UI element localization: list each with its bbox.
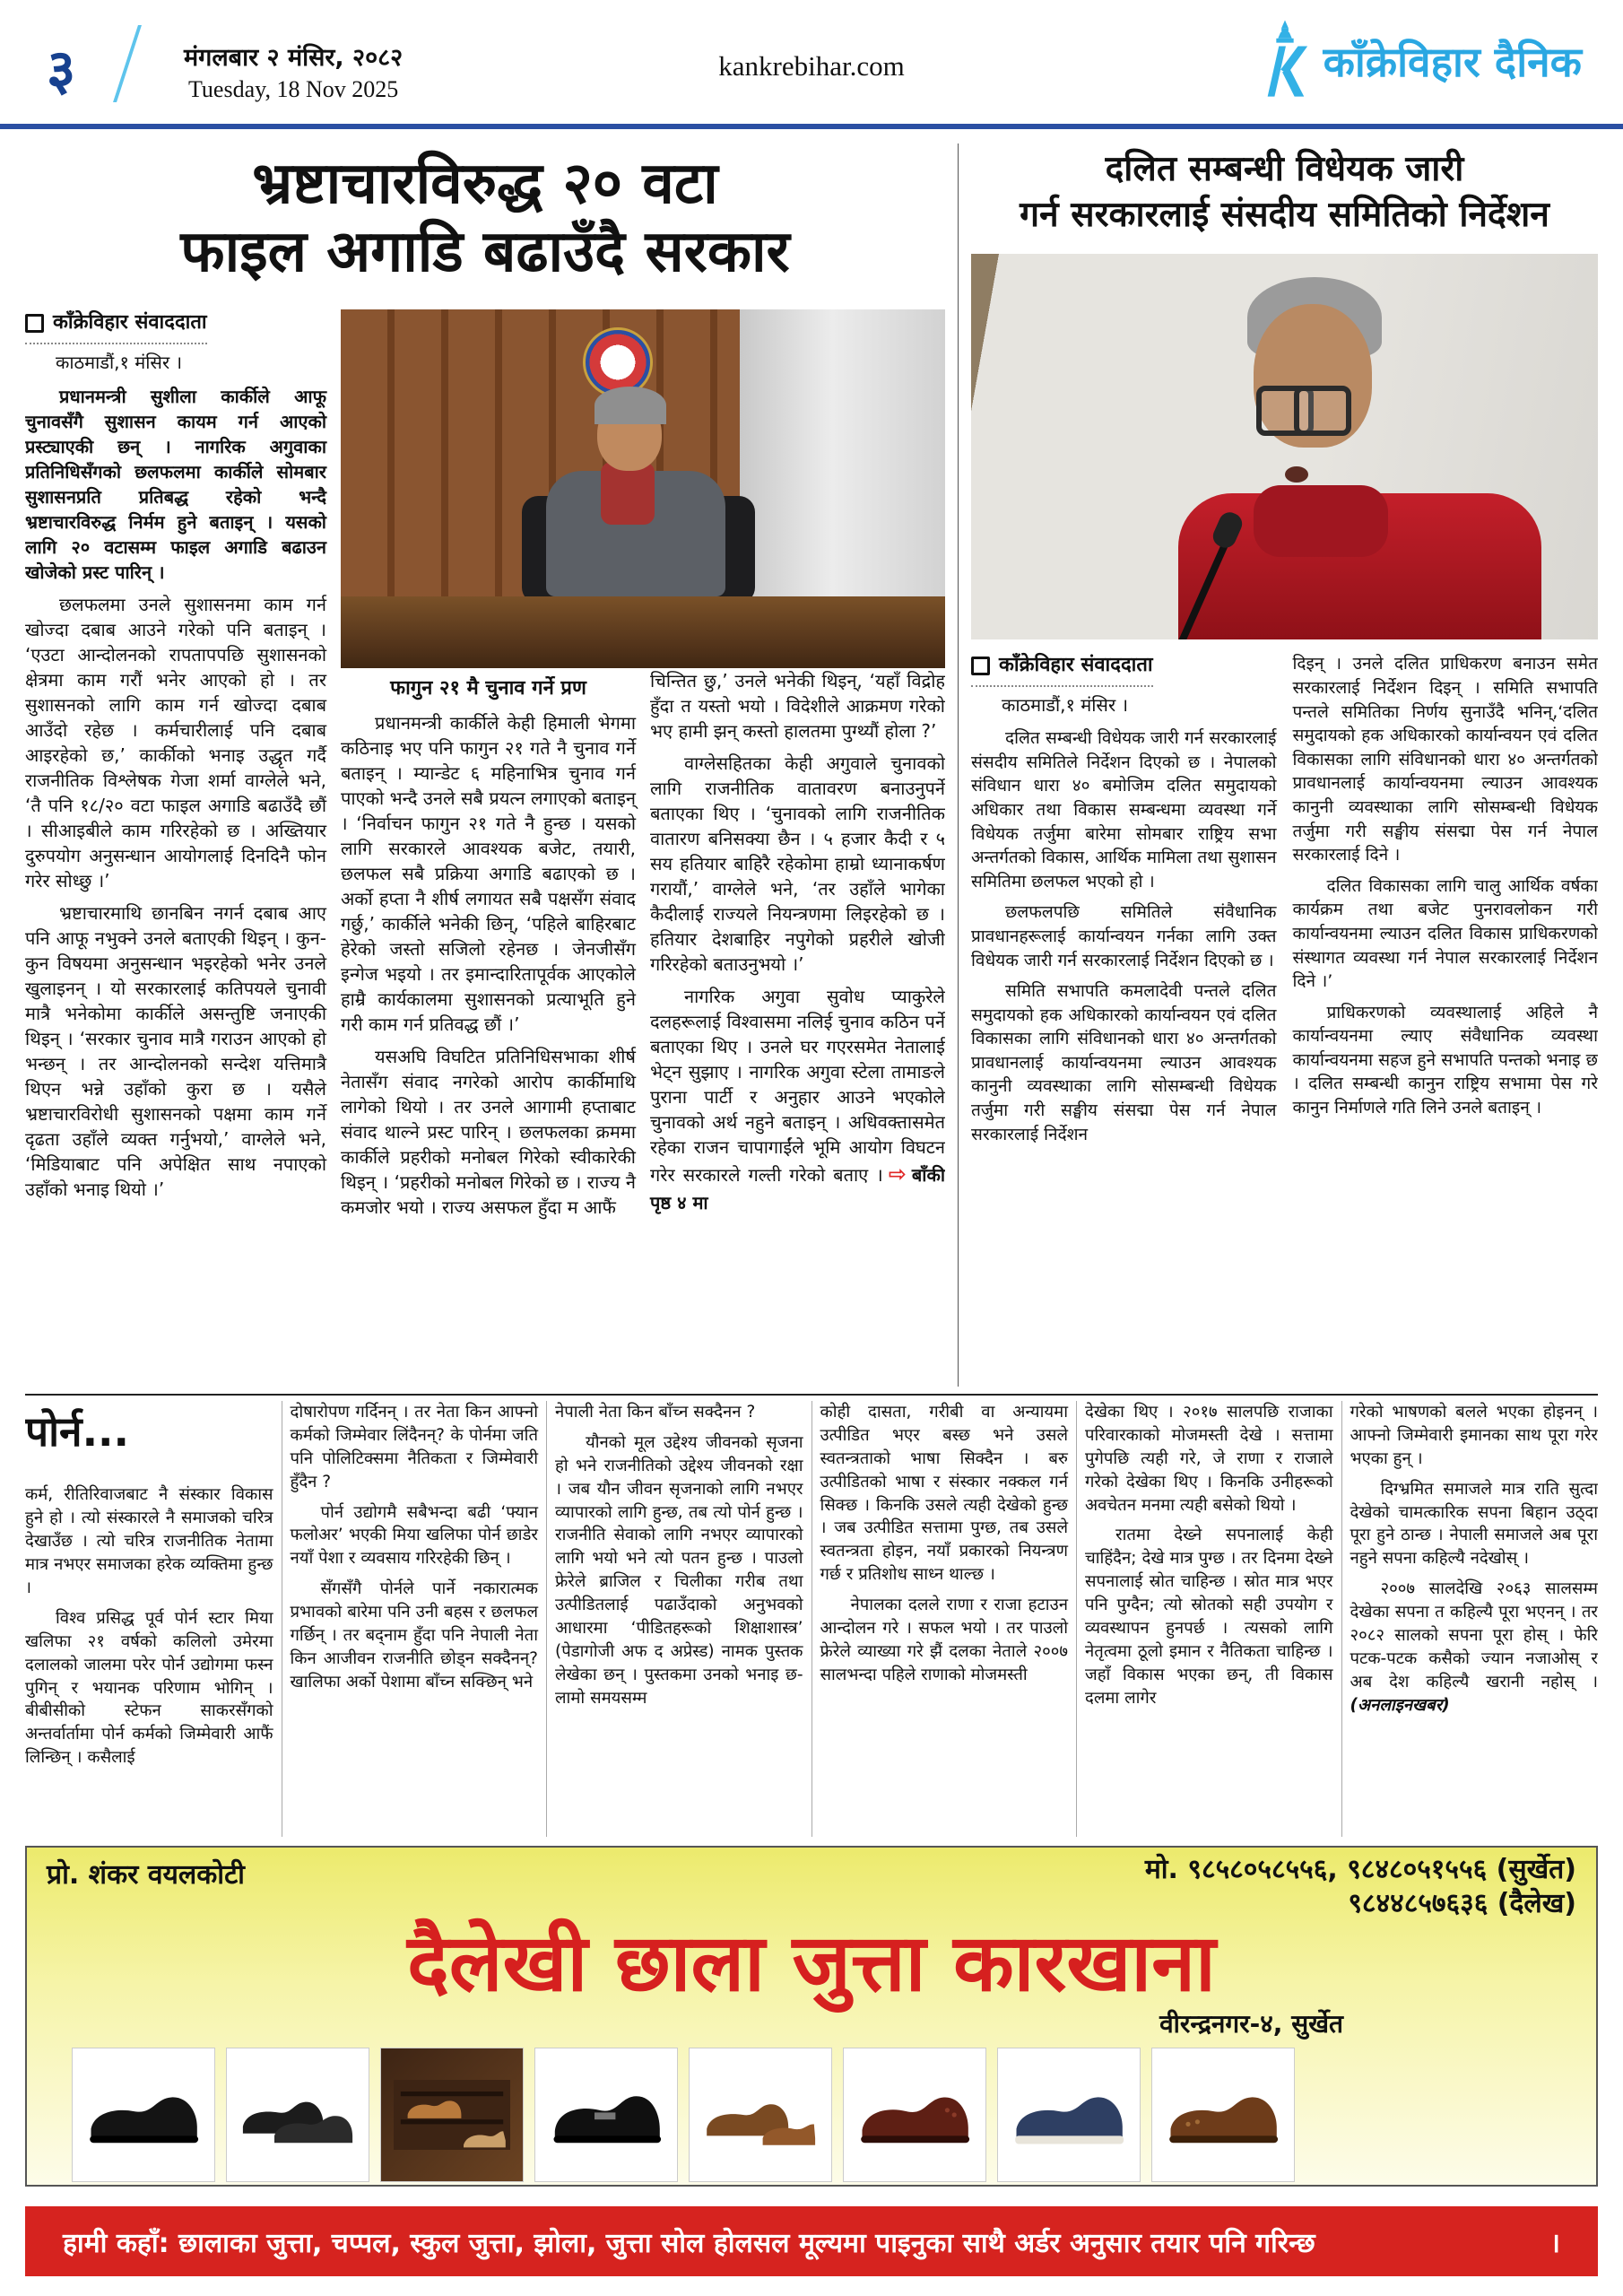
brand-logo — [1259, 20, 1582, 102]
paragraph: कोही दासता, गरीबी वा अन्यायमा उत्पीडित भएर बस्छ भने उसले स्वतन्त्रताको भाषा सिक्दैन । बरु उत्पीडितको भाषा र संस्कार नक्कल गर्न सिक्छ । किनकि उसले त्यही देखेको हुन्छ । जब उत्पीडित सत्तामा पुग्छ, तब उसले स्वतन्त्रता होइन, नयाँ प्रकारको नियन्त्रण गर्छ र प्रतिशोध साध्न थाल्छ । — [820, 1403, 1068, 1585]
paragraph: नेपाली नेता किन बाँच्न सक्दैनन ? — [555, 1403, 756, 1422]
dalit-headline-line1: दलित सम्बन्धी विधेयक जारी — [1105, 149, 1464, 189]
date-english: Tuesday, 18 Nov 2025 — [187, 76, 399, 102]
byline-name: काँक्रेविहार संवाददाता — [53, 311, 207, 335]
opinion-column-6 — [1341, 1401, 1599, 1837]
paragraph: रातमा देख्ने सपनालाई केही चाहिंदैन; देखे मात्र पुग्छ । तर दिनमा देख्ने सपनालाई स्रोत चाहिन्छ । स्रोत मात्र भएर पनि पुग्दैन; त्यो स्रोतको सही उपयोग र व्यवस्थापन हुनपर्छ । त्यसको लागि नेतृत्वमा ठूलो इमान र नैतिकता चाहिन्छ । जहाँ विकास भएका छन्, ती विकास दलमा लागेर — [1085, 1526, 1333, 1708]
opinion-column-5 — [1076, 1401, 1341, 1837]
paragraph: छलफलपछि समितिले संवैधानिक प्रावधानहरूलाई कार्यान्वयन गर्नका लागि उक्त विधेयक जारी गर्न सरकारलाई निर्देशन दिएको छ । — [971, 902, 1277, 970]
ad-title: दैलेखी छाला जुत्ता कारखाना — [407, 1917, 1216, 2009]
pm-scarf — [601, 462, 655, 525]
paragraph: यसअघि विघटित प्रतिनिधिसभाका शीर्ष नेतासँग संवाद नगरेको आरोप कार्कीमाथि लागेको थियो । तर उनले आगामी हप्ताबाट संवाद थाल्ने प्रस्ट पारिन् । छलफलका क्रममा कार्कीले प्रहरीको मनोबल गिरेको स्वीकारेकी थिइन् । ‘प्रहरीको मनोबल गिरेको छ । राज्य नै कमजोर भयो । राज्य असफल हुँदा म आफैं — [341, 1045, 636, 1218]
paragraph: यौनको मूल उद्देश्य जीवनको सृजना हो भने राजनीतिको उद्देश्य जीवनको रक्षा । जब यौन जीवन सृजनाको लागि नभएर व्यापारको लागि हुन्छ, तब त्यो पोर्न हुन्छ । राजनीति सेवाको लागि नभएर व्यापारको लागि भयो भने त्यो पतन हुन्छ । पाउलो फ्रेरेले ब्राजिल र चिलीका गरीब तथा उत्पीडितलाई पढाउँदाको अनुभवको आधारमा ‘पीडितहरूको शिक्षाशास्त्र’ (पेडागोजी अफ द अप्रेस्ड) नामक पुस्तक लेखेका छन् । पुस्तकमा उनको भनाइ छ- लामो समयसम्म — [555, 1432, 803, 1708]
lead-column-1 — [25, 309, 326, 1323]
opinion-column-4 — [812, 1401, 1077, 1837]
dalit-column-1 — [971, 652, 1277, 1318]
paragraph: दोषारोपण गर्दिनन् । तर नेता किन आफ्नो कर्मको जिम्मेवार लिंदैनन्? के पोर्नमा जति पनि पोलिटिक्समा नैतिकता र जिम्मेवारी हुँदैन ? — [290, 1403, 538, 1492]
paragraph: देखेका थिए । २०१७ सालपछि राजाका परिवारकाको मोजमस्ती देखे । सत्तामा पुगेपछि त्यही गरे, जे राणा र राजाले गरेको देखेका थिए । किनकि उनीहरूको अवचेतन मनमा त्यही बसेको थियो । — [1085, 1403, 1333, 1515]
date-nepali: मंगलबार २ मंसिर, २०८२ — [184, 44, 404, 72]
opinion-column-3 — [546, 1401, 812, 1837]
lead-article — [25, 138, 945, 1387]
lead-lower-columns — [341, 668, 945, 1323]
lead-headline-line2: फाइल अगाडि बढाउँदै सरकार — [180, 218, 790, 285]
lead-column-3 — [650, 668, 945, 1323]
ad-proprietor: प्रो. शंकर वयलकोटी — [47, 1859, 245, 1891]
continuation-arrow-icon: ⇨ — [888, 1161, 907, 1187]
pm-office-photo — [341, 309, 945, 668]
opinion-column-2 — [282, 1401, 547, 1837]
ad-phone-line-1: मो. ९८५८०५८५५६, ९८४८०५१५५६ (सुर्खेत) — [1144, 1854, 1576, 1885]
section-divider — [25, 1394, 1598, 1396]
shoe-factory-ad — [25, 1846, 1598, 2187]
sub-headline: फागुन २१ मै चुनाव गर्ने प्रण — [390, 677, 586, 700]
paragraph: पोर्न उद्योगमै सबैभन्दा बढी ‘फ्यान फलोअर’ भएकी मिया खलिफा पोर्न छाडेर नयाँ पेशा र व्यवसाय गरिरहेकी छिन् । — [290, 1502, 538, 1569]
lead-headline — [25, 151, 945, 286]
byline-name: काँक्रेविहार संवाददाता — [999, 654, 1153, 677]
speaker-scarf — [1254, 485, 1388, 557]
source-credit: (अनलाइनखबर) — [1350, 1695, 1450, 1715]
ad-phone-line-2: ९८४४८५७६३६ (दैलेख) — [1348, 1887, 1576, 1919]
maroon-brogue-photo — [843, 2048, 986, 2182]
byline-square-icon — [971, 657, 990, 675]
dateline: काठमाडौं,१ मंसिर । — [56, 351, 183, 373]
paragraph: समिति सभापति कमलादेवी पन्तले दलित समुदायको हक अधिकारको कार्यान्वयन एवं दलित विकासका लागि संविधानको धारा ४० अन्तर्गतको प्रावधानलाई कार्यान्वयनमा ल्याउन आवश्यक कानुनी व्यवस्थाका लागि सोसम्बन्धी विधेयक तर्जुमा गरी सङ्घीय संसद्मा पेस गर्न नेपाल सरकारलाई निर्देशन — [971, 981, 1277, 1144]
paragraph: दिइन् । उनले दलित प्राधिकरण बनाउन समेत सरकारलाई निर्देशन दिइन् । समिति सभापति पन्तले समितिका निर्णय सुनाउँदै भनिन्,‘दलित समुदायको हक अधिकारको कार्यान्वयन एवं दलित विकासका लागि संविधानको धारा ४० अन्तर्गतको प्रावधानलाई कार्यान्वयनमा ल्याउन आवश्यक कानुनी व्यवस्थाका लागि सोसम्बन्धी विधेयक तर्जुमा गरी सङ्घीय संसद्मा पेस गर्न नेपाल सरकारलाई दिने । — [1292, 654, 1598, 865]
opinion-column-1 — [25, 1401, 282, 1837]
paragraph: नेपालका दलले राणा र राजा हटाउन आन्दोलन गरे । सफल भयो । तर पाउलो फ्रेरेले व्याख्या गरे झैं दलका नेताले २००७ सालभन्दा पहिले राणाको मोजमस्ती — [820, 1596, 1068, 1684]
pm-hair — [595, 387, 666, 424]
paragraph: वाग्लेसहितका केही अगुवाले चुनावको लागि राजनीतिक वातावरण बनाउनुपर्ने बताएका थिए । ‘चुनावको लागि राजनीतिक वातारण बनिसक्या छैन । ५ हजार कैदी र ५ सय हतियार बाहिरै रहेकोमा हाम्रो ध्यानाकर्षण गरायौं,’ वाग्लेले भने, ‘तर उहाँले भागेका कैदीलाई राज्यले नियन्त्रणमा लिइरहेको छ । हतियार देशबाहिर नपुगेको प्रहरीले खोजी गरिरहेको बताउनुभयो ।’ — [650, 752, 945, 976]
paragraph: चिन्तित छु,’ उनले भनेकी थिइन्, ‘यहाँ विद्रोह हुँदा त यस्तो भयो । विदेशीले आक्रमण गरेको भए हामी झन् कस्तो हालतमा पुग्थ्यौं होला ?’ — [650, 670, 945, 743]
byline-square-icon — [25, 314, 44, 333]
ad-phone-numbers — [1145, 1853, 1576, 1920]
masthead — [0, 0, 1623, 124]
paragraph: सँगसँगै पोर्नले पार्ने नकारात्मक प्रभावको बारेमा पनि उनी बहस र छलफल गर्छिन् । तर बद्नाम हुँदा पनि नेपाली नेता किन आजीवन राजनीति छोड्न सक्दैनन्? खालिफा अर्को पेशामा बाँच्न सक्छिन् भने — [290, 1579, 538, 1692]
page-number: ३ — [47, 37, 76, 102]
paragraph-text: नागरिक अगुवा सुवोध प्याकुरेले दलहरूलाई विश्वासमा नलिई चुनाव कठिन पर्ने बताएका थिए । उनले घर गएरसमेत नेतालाई भेट्न सुझाए । नागरिक अगुवा स्टेला तामाङले पुराना पार्टी र अनुहार आउने भएकोले चुनावको अर्थ नहुने बताइन् । अधिवक्तासमेत रहेका राजन चापागाईंले भूमि आयोग विघटन गरेर सरकारले गल्ती गरेको बताए । — [650, 986, 945, 1187]
black-oxford-pair-photo — [226, 2048, 369, 2182]
masthead-date — [184, 39, 403, 103]
office-desk — [341, 596, 945, 668]
paragraph: गरेको भाषणको बलले भएका होइनन् । आफ्नो जिम्मेवारी इमानका साथ पूरा गरेर भएका हुन् । — [1350, 1403, 1598, 1468]
lead-column-2 — [341, 668, 636, 1323]
paragraph: प्रधानमन्त्री कार्कीले केही हिमाली भेगमा कठिनाइ भए पनि फागुन २१ गते नै चुनाव गर्ने बताइन् । म्यान्डेट ६ महिनाभित्र चुनाव गर्न पाएको भन्दै उनले सबै प्रयत्न लगाएको बताइन् । ‘निर्वाचन फागुन २१ गते नै हुन्छ । यसको लागि सरकारले आवश्यक बजेट, तयारी, छलफल सबै प्रक्रिया अगाडि बढाएको छ । अर्को हप्ता नै शीर्ष लगायत सबै पक्षसँग संवाद गर्छु,’ कार्कीले भनेकी छिन्, ‘पहिले बाहिरबाट हेरेको जस्तो सजिलो रहेनछ । जेनजीसँग इन्गेज भइयो । तर इमान्दारितापूर्वक आएकोले हाम्रै कार्यकालमा सुशासनको प्रत्याभूति हुने गरी काम गर्न प्रतिवद्ध छौं ।’ — [341, 711, 636, 1035]
paragraph — [650, 984, 945, 1215]
dalit-bill-article — [971, 138, 1598, 1387]
opinion-jump-article — [25, 1401, 1598, 1837]
curtain — [740, 309, 945, 596]
shoe-shop-shelf-photo — [380, 2048, 524, 2182]
opinion-jump-title: पोर्न... — [25, 1407, 129, 1456]
dalit-headline — [971, 147, 1598, 238]
lead-right-block — [341, 309, 945, 1323]
lead-headline-line1: भ्रष्टाचारविरुद्ध २० वटा — [252, 151, 718, 217]
dalit-column-2 — [1293, 652, 1599, 1318]
danda-mark: । — [1549, 2227, 1560, 2259]
black-derby-shoe-photo — [72, 2048, 215, 2182]
ad-footer-text: हामी कहाँ: छालाका जुत्ता, चप्पल, स्कुल जुत्ता, झोला, जुत्ता सोल होलसल मूल्यमा पाइनुका साथै अर्डर अनुसार तयार पनि गरिन्छ — [63, 2227, 1315, 2259]
continuation-note: बाँकी पृष्ठ ४ मा — [650, 1164, 945, 1213]
brown-loafers-photo — [689, 2048, 832, 2182]
ad-header — [47, 1853, 1576, 1920]
paragraph: भ्रष्टाचारमाथि छानबिन नगर्न दबाब आए पनि आफू नभुक्ने उनले बताएकी थिइन् । कुन-कुन विषयमा अनुसन्धान भइरहेको भनेर उनले खुलाइनन् । यो सरकारलाई कतिपयले चुनावी मात्रै भनेकोमा कार्कीले असन्तुष्टि जनाएकी थिइन् । ‘सरकार चुनाव मात्रै गराउन आएको हो भन्छन् । तर आन्दोलनको सन्देश यत्तिमात्रै थिएन भन्ने उहाँको कुरा छ । यसैले भ्रष्टाचारविरोधी सुशासनको पक्षमा काम गर्ने दृढता उहाँले व्यक्त गर्नुभयो,’ वाग्लेले भने, ‘मिडियाबाट पनि अपेक्षित साथ नपाएको उहाँको भनाइ थियो ।’ — [25, 901, 326, 1200]
ad-address: वीरन्द्रनगर-४, सुर्खेत — [1159, 2009, 1343, 2039]
lead-body — [25, 309, 945, 1323]
paragraph-text: २००७ सालदेखि २०६३ सालसम्म देखेका सपना त कहिल्यै पूरा भएनन् । तर २०८२ सालको सपना पूरा होस् । फेरि पटक-पटक कसैको ज्यान नजाओस् र अब देश कहिल्यै खरानी नहोस् । — [1350, 1579, 1598, 1692]
paragraph: प्राधिकरणको व्यवस्थालाई अहिले नै कार्यान्वयनमा ल्याए संवैधानिक व्यवस्था कार्यान्वयनमा सहज हुने सभापति पन्तको भनाइ छ । दलित सम्बन्धी कानुन राष्ट्रिय सभामा पेस गरे कानुन निर्माणले गति लिने उनले बताइन् । — [1292, 1002, 1598, 1118]
website-url: kankrebihar.com — [718, 50, 905, 82]
dalit-headline-line2: गर्न सरकारलाई संसदीय समितिको निर्देशन — [1020, 194, 1549, 235]
paragraph: छलफलमा उनले सुशासनमा काम गर्न खोज्दा दबाब आउने गरेको पनि बताइन् । ‘एउटा आन्दोलनको रापतापपछि सुशासनको क्षेत्रमा काम गरौं भनेर आएको हो । तर सुशासनको लागि काम गर्न खोज्दा दबाब आउँदो रहेछ । कर्मचारीलाई पनि दबाब आइरहेको छ,’ कार्कीको भनाइ उद्धृत गर्दै राजनीतिक विश्लेषक गेजा शर्मा वाग्लेले भने, ‘तै पनि १८/२० वटा फाइल अगाडि बढाउँदै छौं । सीआइबीले काम गरिरहेको छ । अख्तियार दुरुपयोग अनुसन्धान आयोगलाई दिनदिनै फोन गरेर सोध्छु ।’ — [25, 593, 326, 891]
paragraph: कर्म, रीतिरिवाजबाट नै संस्कार विकास हुने हो । त्यो संस्कारले नै समाजको चरित्र देखाउँछ । त्यो चरित्र राजनीतिक नेतामा मात्र नभएर समाजका हरेक व्यक्तिमा हुन्छ । — [25, 1485, 273, 1597]
brand-icon — [1259, 20, 1311, 102]
byline — [25, 309, 207, 344]
ad-footer-strip — [25, 2206, 1598, 2276]
paragraph: दलित विकासका लागि चालु आर्थिक वर्षका कार्यक्रम तथा बजेट पुनरावलोकन गरी कार्यान्वयनमा ल्याउन दलित विकास प्राधिकरणको संस्थागत व्यवस्था गर्न नेपाल सरकारलाई निर्देशन दिने ।’ — [1292, 875, 1598, 992]
paragraph: प्रधानमन्त्री सुशीला कार्कीले आफू चुनावसँगै सुशासन कायम गर्न आएको प्रस्ट्याएकी छन् । नागरिक अगुवाका प्रतिनिधिसँगको छलफलमा कार्कीले सोमबार सुशासनप्रति प्रतिबद्ध रहेको भन्दै भ्रष्टाचारविरुद्ध निर्मम हुने बताइन् । यसको लागि २० वटासम्म फाइल अगाडि बढाउन खोजेको प्रस्ट पारिन् । — [25, 385, 326, 583]
page-content — [0, 129, 1623, 2276]
black-monk-shoe-photo — [534, 2048, 678, 2182]
speaker-mouth — [1285, 466, 1308, 483]
dalit-body — [971, 652, 1598, 1318]
masthead-divider — [113, 25, 142, 102]
navy-suede-derby-photo — [997, 2048, 1141, 2182]
eyeglasses-icon — [1294, 386, 1351, 436]
top-articles — [25, 138, 1598, 1387]
paragraph: विश्व प्रसिद्ध पूर्व पोर्न स्टार मिया खलिफा २१ वर्षको कलिलो उमेरमा दलालको जालमा परेर पोर्न उद्योगमा फस्न पुगिन् र भयानक परिणाम भोगिन् । बीबीसीको स्टेफन साकरसँगको अन्तर्वार्तामा पोर्न कर्मको जिम्मेवारी आफैं लिन्छिन् । कसैलाई — [25, 1608, 273, 1768]
brown-brogue-photo — [1151, 2048, 1295, 2182]
brand-name: काँक्रेविहार दैनिक — [1323, 38, 1582, 86]
shoe-photo-row — [72, 2048, 1576, 2182]
column-divider — [958, 144, 959, 1387]
paragraph — [1350, 1578, 1599, 1717]
paragraph: दिग्भ्रमित समाजले मात्र राति सुत्दा देखेको चामत्कारिक सपना बिहान उठ्दा पूरा हुने ठान्छ । नेपाली समाजले अब पूरा नहुने सपना कहिल्यै नदेखोस् । — [1350, 1479, 1598, 1569]
dateline: काठमाडौं,१ मंसिर । — [1002, 694, 1129, 717]
paragraph: दलित सम्बन्धी विधेयक जारी गर्न सरकारलाई संसदीय समितिले निर्देशन दिएको छ । नेपालको संविधान धारा ४० बमोजिम दलित समुदायको अधिकार तथा विकास सम्बन्धमा व्यवस्था गर्ने विधेयक तर्जुमा बारेमा सोमबार राष्ट्रिय सभा अन्तर्गतको विकास, आर्थिक मामिला तथा सुशासन समितिमा छलफल भएको हो । — [971, 728, 1277, 891]
committee-chair-photo — [971, 254, 1598, 639]
byline — [971, 652, 1153, 687]
